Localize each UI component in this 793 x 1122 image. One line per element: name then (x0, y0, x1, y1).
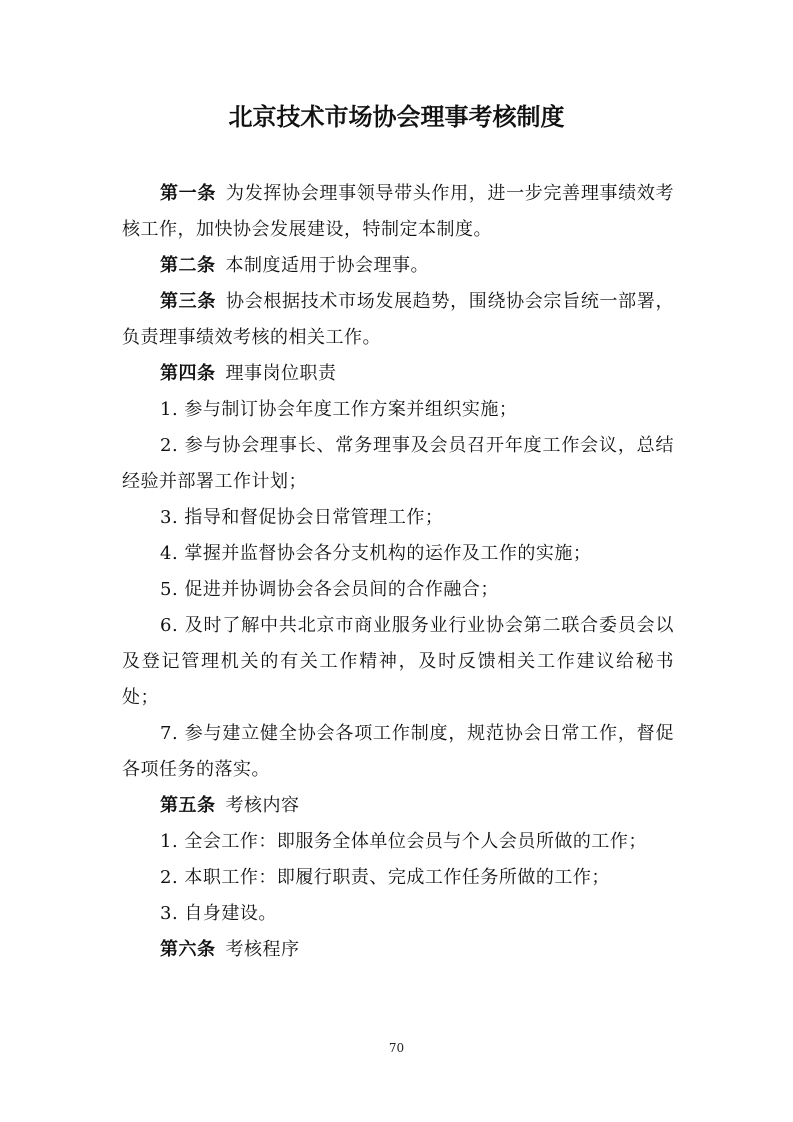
article-number: 第六条 (160, 939, 216, 960)
article-text: 协会根据技术市场发展趋势，围绕协会宗旨统一部署，负责理事绩效考核的相关工作。 (122, 291, 675, 348)
article-number: 第二条 (160, 255, 216, 276)
article-number: 第一条 (160, 183, 217, 204)
list-item: 6. 及时了解中共北京市商业服务业行业协会第二联合委员会以及登记管理机关的有关工作精神，及时反馈相关工作建议给秘书处； (122, 615, 674, 708)
article-text: 考核程序 (225, 939, 300, 960)
page-title: 北京技术市场协会理事考核制度 (228, 102, 565, 131)
article-number: 第五条 (160, 795, 216, 816)
article-5 (122, 788, 674, 824)
list-item: 4. 掌握并监督协会各分支机构的运作及工作的实施； (160, 543, 592, 564)
list-item: 2. 本职工作：即履行职责、完成工作任务所做的工作； (160, 867, 610, 888)
list-item: 1. 参与制订协会年度工作方案并组织实施； (160, 399, 518, 420)
article-number: 第三条 (160, 291, 217, 312)
article-text: 为发挥协会理事领导带头作用，进一步完善理事绩效考核工作，加快协会发展建设，特制定本制度。 (122, 183, 675, 240)
article-1 (122, 176, 674, 248)
list-item: 1. 全会工作：即服务全体单位会员与个人会员所做的工作； (160, 831, 647, 852)
article-2 (122, 248, 674, 284)
article-text: 理事岗位职责 (225, 363, 337, 384)
list-item: 7. 参与建立健全协会各项工作制度，规范协会日常工作，督促各项任务的落实。 (122, 723, 674, 780)
document-body (122, 176, 674, 968)
list-item: 2. 参与协会理事长、常务理事及会员召开年度工作会议，总结经验并部署工作计划； (122, 435, 674, 492)
article-text: 本制度适用于协会理事。 (225, 255, 429, 276)
article-3 (122, 284, 674, 356)
list-item: 5. 促进并协调协会各会员间的合作融合； (160, 579, 499, 600)
article-4 (122, 356, 674, 392)
page-number: 70 (388, 1041, 405, 1055)
list-item: 3. 自身建设。 (160, 903, 277, 924)
article-number: 第四条 (160, 363, 216, 384)
list-item: 3. 指导和督促协会日常管理工作； (160, 507, 444, 528)
article-6 (122, 932, 674, 968)
article-text: 考核内容 (225, 795, 300, 816)
